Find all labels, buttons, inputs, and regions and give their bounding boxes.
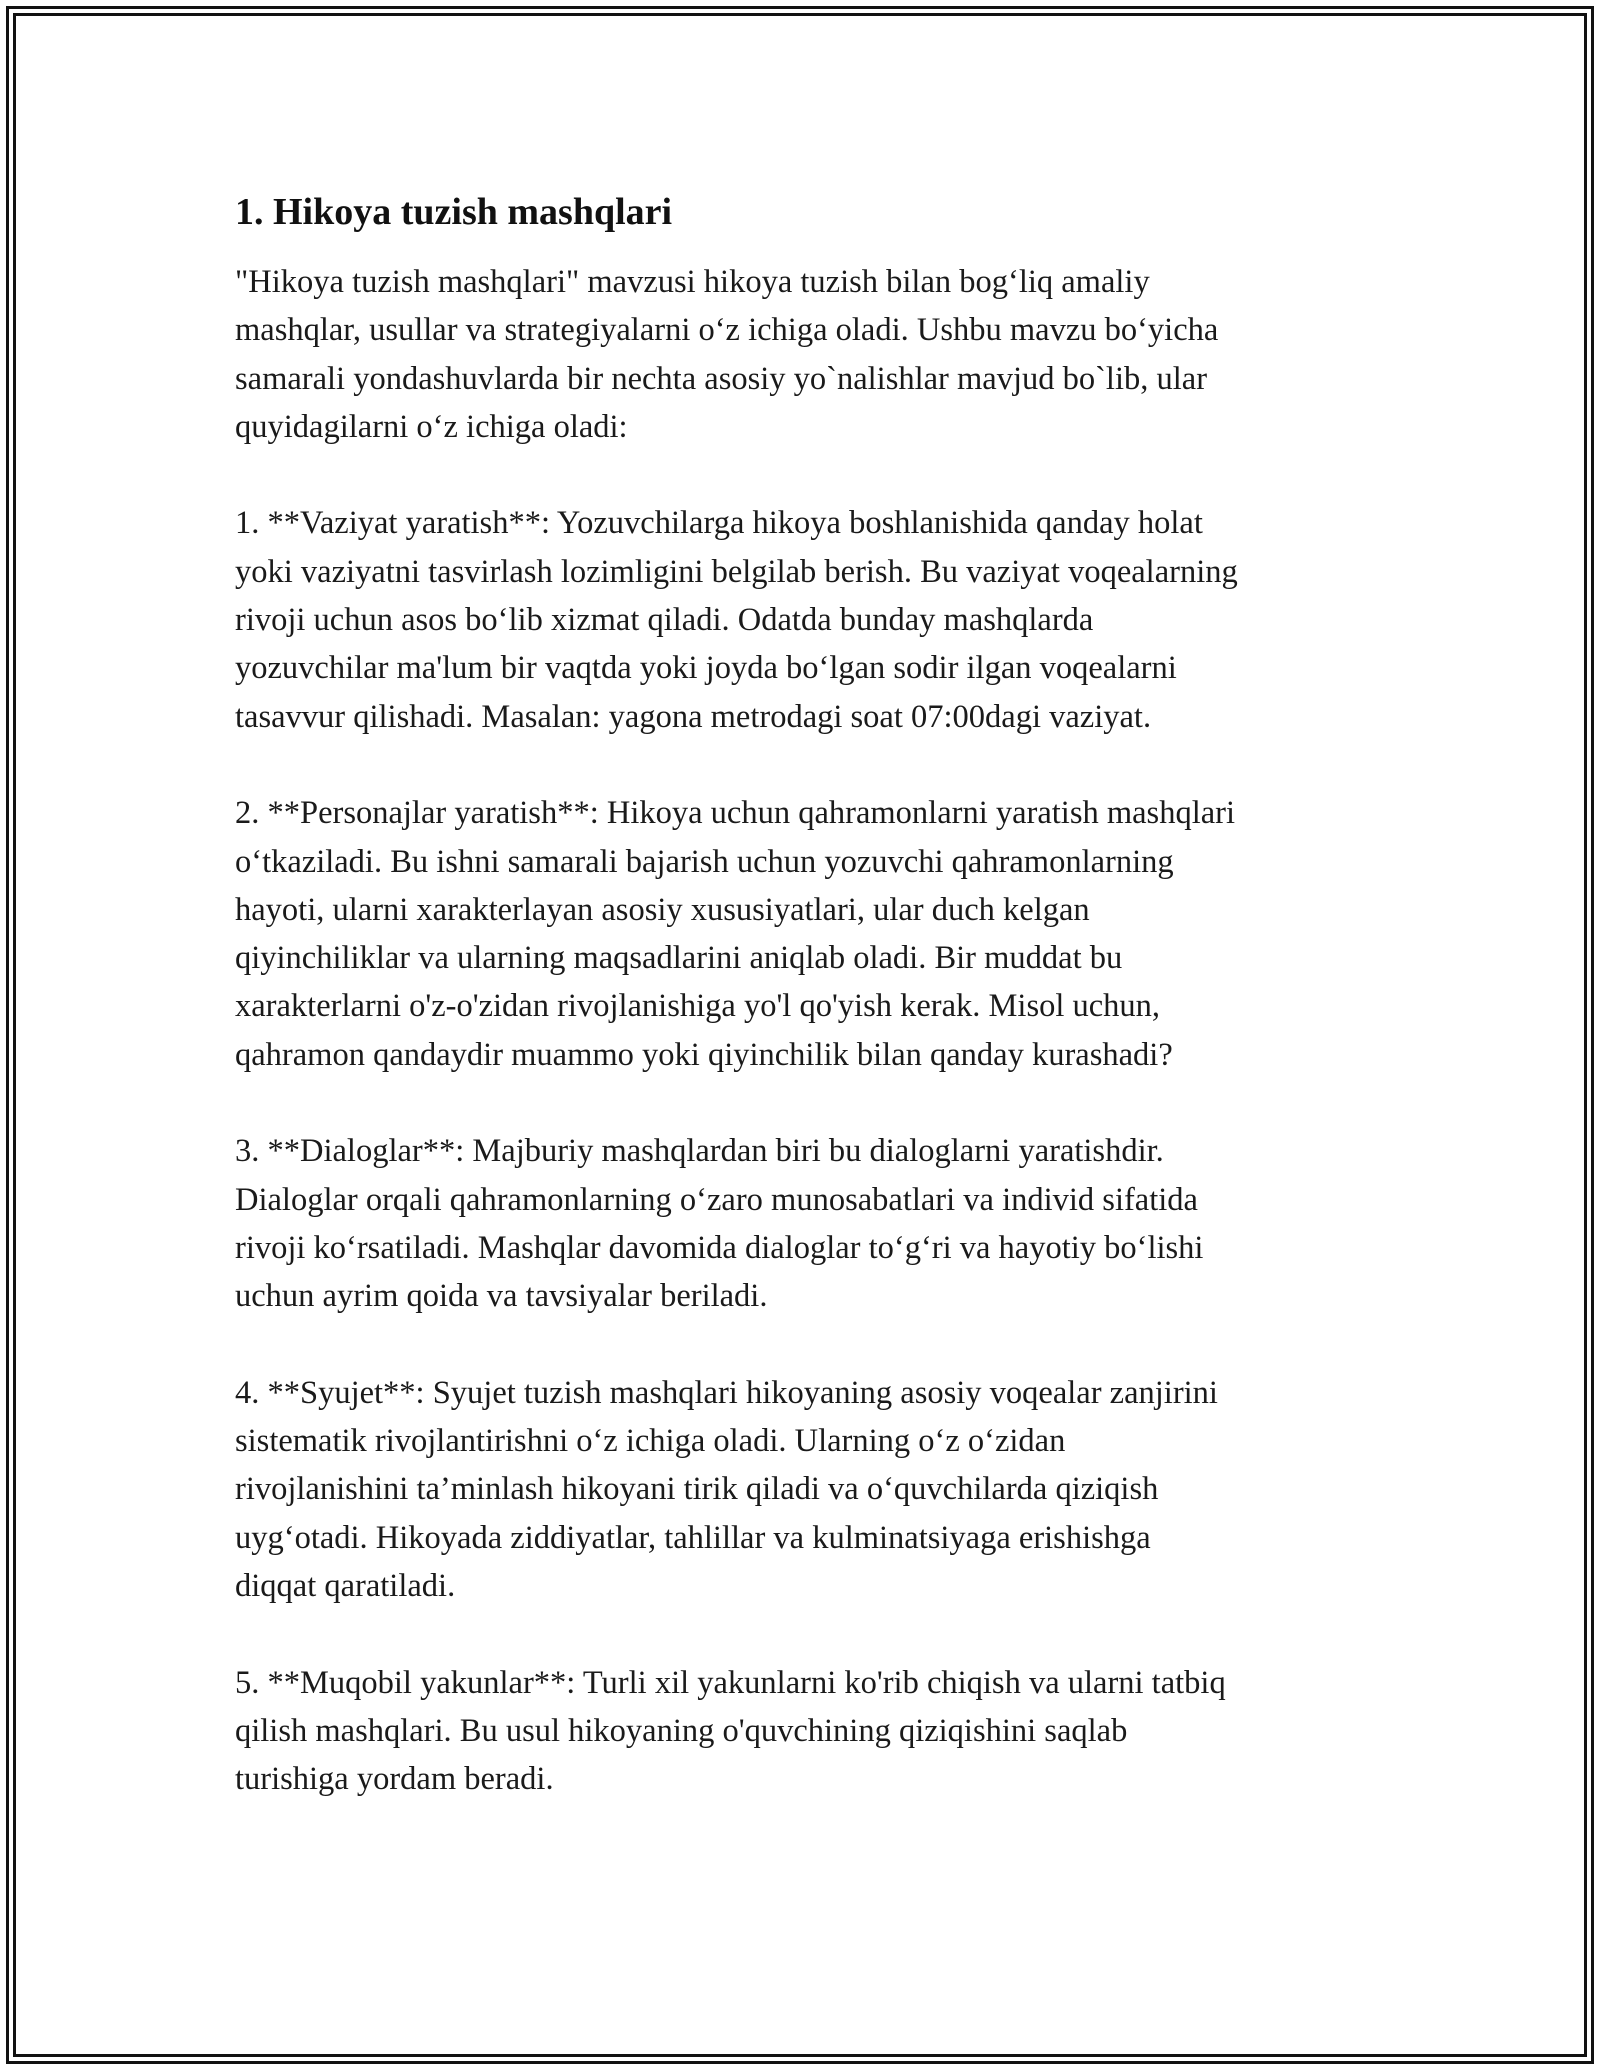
text-line: yozuvchilar ma'lum bir vaqtda yoki joyda bo‘lgan sodir ilgan voqealarni xyxy=(235,650,1177,687)
text-line: "Hikoya tuzish mashqlari" mavzusi hikoya tuzish bilan bog‘liq amaliy xyxy=(235,264,1150,300)
text-line: sistematik rivojlantirishni o‘z ichiga oladi. Ularning o‘z o‘zidan xyxy=(235,1423,1066,1460)
paragraph-item-5 xyxy=(235,1659,1385,1804)
text-line: Dialoglar orqali qahramonlarning o‘zaro munosabatlari va individ sifatida xyxy=(235,1181,1198,1218)
document-title: 1. Hikoya tuzish mashqlari xyxy=(235,191,673,233)
paragraph-item-4 xyxy=(235,1369,1385,1610)
text-line: o‘tkaziladi. Bu ishni samarali bajarish uchun yozuvchi qahramonlarning xyxy=(235,843,1174,880)
text-line: 1. **Vaziyat yaratish**: Yozuvchilarga hikoya boshlanishida qanday holat xyxy=(235,505,1203,542)
text-line: rivoji ko‘rsatiladi. Mashqlar davomida dialoglar to‘g‘ri va hayotiy bo‘lishi xyxy=(235,1229,1204,1266)
paragraph-item-3 xyxy=(235,1127,1385,1320)
text-line: 5. **Muqobil yakunlar**: Turli xil yakunlarni ko'rib chiqish va ularni tatbiq xyxy=(235,1664,1226,1701)
text-line: xarakterlarni o'z-o'zidan rivojlanishiga yo'l qo'yish kerak. Misol uchun, xyxy=(235,988,1161,1025)
text-line: mashqlar, usullar va strategiyalarni o‘z ichiga oladi. Ushbu mavzu bo‘yicha xyxy=(235,312,1219,349)
text-line: samarali yondashuvlarda bir nechta asosiy yo`nalishlar mavjud bo`lib, ular xyxy=(235,360,1208,397)
text-line: qahramon qandaydir muammo yoki qiyinchilik bilan qanday kurashadi? xyxy=(235,1036,1173,1073)
text-line: uyg‘otadi. Hikoyada ziddiyatlar, tahlillar va kulminatsiyaga erishishga xyxy=(235,1519,1151,1556)
document-body xyxy=(235,188,1385,1852)
text-line: qilish mashqlari. Bu usul hikoyaning o'quvchining qiziqishini saqlab xyxy=(235,1712,1128,1749)
text-line: rivoji uchun asos bo‘lib xizmat qiladi. Odatda bunday mashqlarda xyxy=(235,602,1094,639)
text-line: uchun ayrim qoida va tavsiyalar beriladi. xyxy=(235,1278,768,1315)
text-line: 2. **Personajlar yaratish**: Hikoya uchun qahramonlarni yaratish mashqlari xyxy=(235,795,1236,832)
text-line: turishiga yordam beradi. xyxy=(235,1761,554,1798)
paragraph-intro xyxy=(235,258,1385,451)
text-line: 4. **Syujet**: Syujet tuzish mashqlari hikoyaning asosiy voqealar zanjirini xyxy=(235,1374,1218,1411)
text-line: rivojlanishini ta’minlash hikoyani tirik qiladi va o‘quvchilarda qiziqish xyxy=(235,1471,1159,1508)
text-line: 3. **Dialoglar**: Majburiy mashqlardan biri bu dialoglarni yaratishdir. xyxy=(235,1133,1164,1170)
text-line: yoki vaziyatni tasvirlash lozimligini belgilab berish. Bu vaziyat voqealarning xyxy=(235,553,1238,590)
text-line: quyidagilarni o‘z ichiga oladi: xyxy=(235,408,628,445)
text-line: tasavvur qilishadi. Masalan: yagona metrodagi soat 07:00dagi vaziyat. xyxy=(235,698,1152,735)
text-line: hayoti, ularni xarakterlayan asosiy xususiyatlari, ular duch kelgan xyxy=(235,891,1090,928)
text-line: diqqat qaratiladi. xyxy=(235,1568,456,1605)
paragraph-item-1 xyxy=(235,499,1385,740)
paragraph-item-2 xyxy=(235,789,1385,1079)
text-line: qiyinchiliklar va ularning maqsadlarini aniqlab oladi. Bir muddat bu xyxy=(235,940,1123,977)
